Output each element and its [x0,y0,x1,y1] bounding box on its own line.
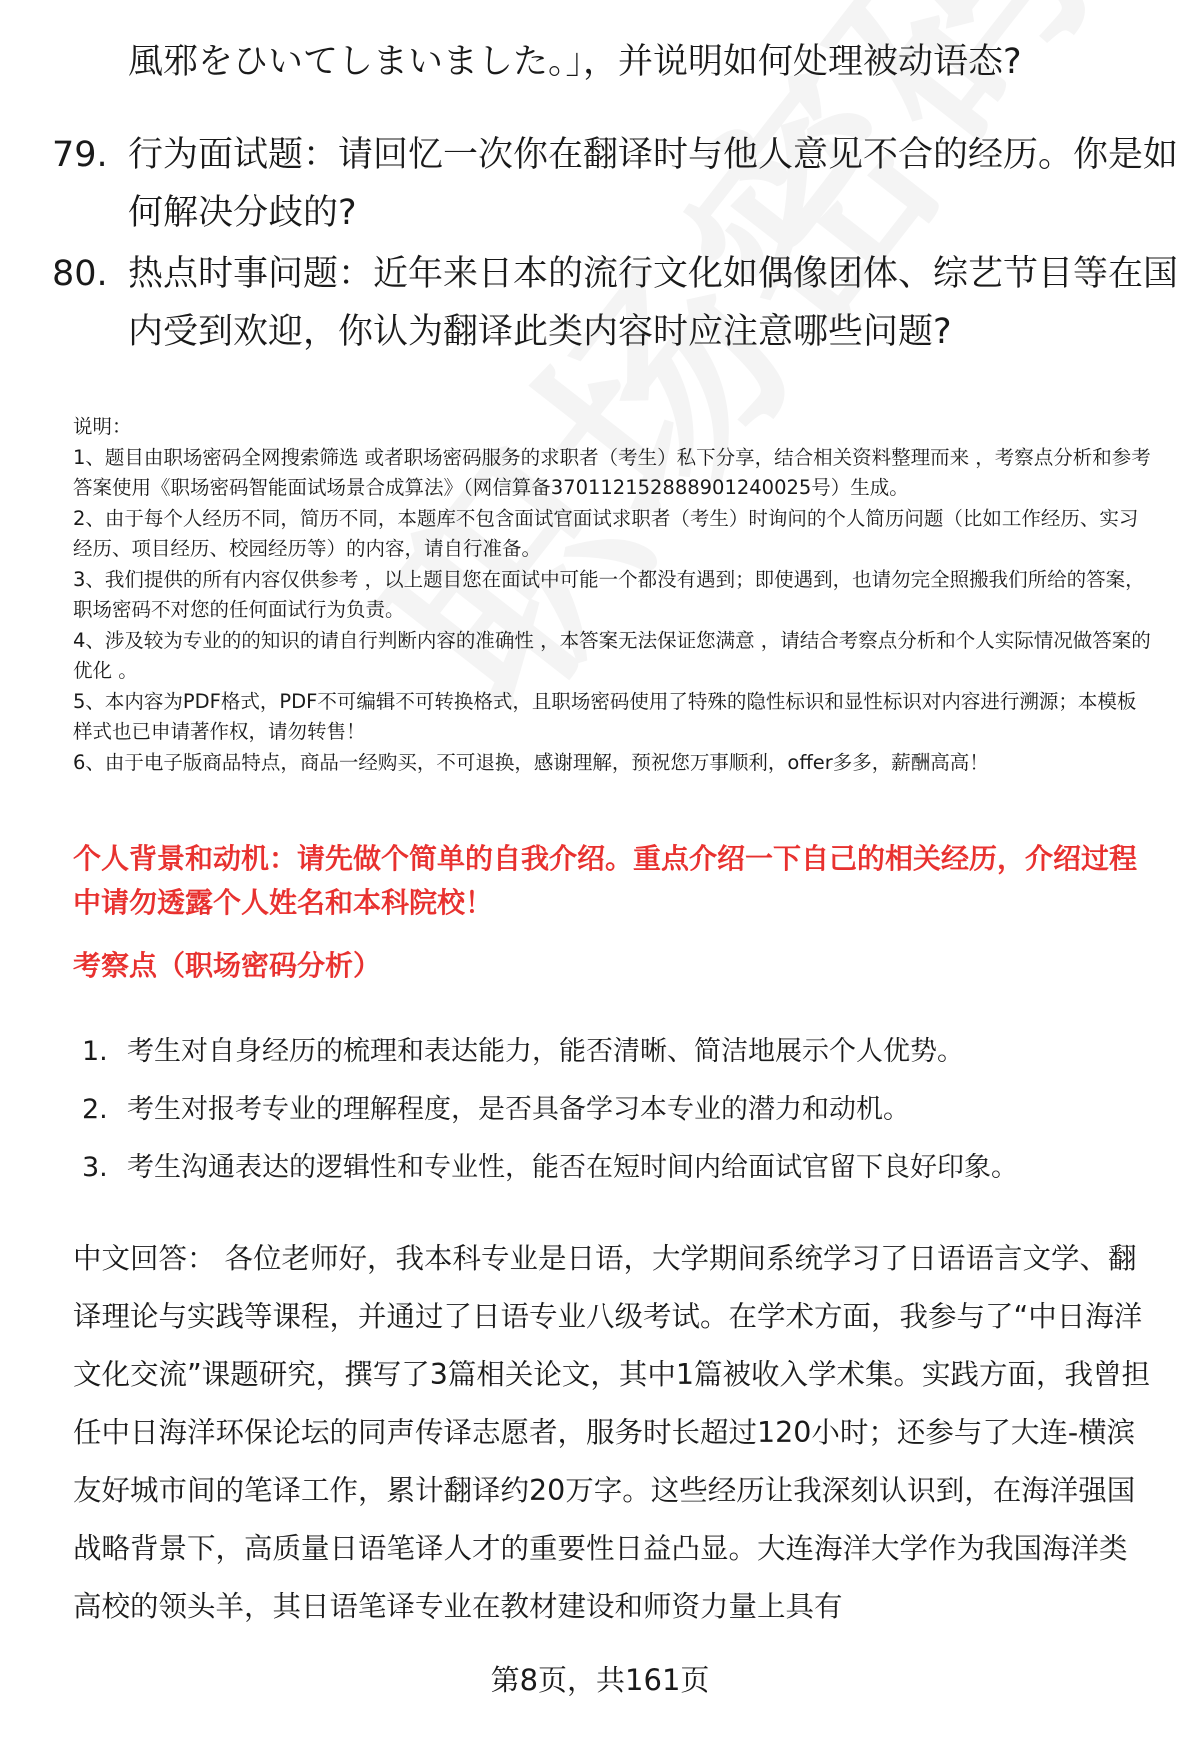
assessment-points [82,1023,1162,1197]
note-item: 3、我们提供的所有内容仅供参考 ，以上题目您在面试中可能一个都没有遇到；即使遇到，也请勿完全照搬我们所给的答案，职场密码不对您的任何面试行为负责。 [73,567,1145,621]
notes-title: 说明： [73,415,132,438]
list-item-number: 2. [82,1094,108,1125]
list-item-number: 1. [82,1036,108,1067]
list-item-number: 3. [82,1152,108,1183]
section-subheading: 考察点（职场密码分析） [73,949,382,982]
list-item [82,1023,1162,1081]
question-number: 80. [52,254,108,294]
question-item [52,245,1179,361]
section-heading: 个人背景和动机：请先做个简单的自我介绍。重点介绍一下自己的相关经历，介绍过程中请勿透露个人姓名和本科院校！ [73,842,1138,919]
list-item-text: 考生对报考专业的理解程度，是否具备学习本专业的潜力和动机。 [127,1094,910,1125]
list-item [82,1139,1162,1197]
question-text: 热点时事问题：近年来日本的流行文化如偶像团体、综艺节目等在国内受到欢迎，你认为翻译此类内容时应注意哪些问题? [128,254,1179,352]
note-item: 2、由于每个人经历不同，简历不同，本题库不包含面试官面试求职者（考生）时询问的个人简历问题（比如工作经历、实习经历、项目经历、校园经历等）的内容，请自行准备。 [73,506,1139,560]
list-item-text: 考生沟通表达的逻辑性和专业性，能否在短时间内给面试官留下良好印象。 [127,1152,1018,1183]
question-item [52,126,1179,242]
note-item: 5、本内容为PDF格式，PDF不可编辑不可转换格式，且职场密码使用了特殊的隐性标识和显性标识对内容进行溯源；本模板样式也已申请著作权，请勿转售！ [73,689,1137,743]
question-text: 行为面试题：请回忆一次你在翻译时与他人意见不合的经历。你是如何解决分歧的? [128,135,1179,233]
note-item: 6、由于电子版商品特点，商品一经购买，不可退换，感谢理解，预祝您万事顺利，offer多多，薪酬高高！ [73,750,989,774]
list-item [82,1081,1162,1139]
note-item: 4、涉及较为专业的的知识的请自行判断内容的准确性 ，本答案无法保证您满意 ，请结合考察点分析和个人实际情况做答案的优化 。 [73,628,1151,682]
page-number: 第8页，共161页 [490,1663,710,1697]
list-item-text: 考生对自身经历的梳理和表达能力，能否清晰、简洁地展示个人优势。 [127,1036,964,1067]
answer-paragraph: 中文回答： 各位老师好，我本科专业是日语，大学期间系统学习了日语语言文学、翻译理论与实践等课程，并通过了日语专业八级考试。在学术方面，我参与了“中日海洋文化交流”课题研究，撰写了3篇相关论文，其中1篇被收入学术集。实践方面，我曾担任中日海洋环保论坛的同声传译志愿者，服务时长超过120小时；还参与了大连-横滨友好城市间的笔译工作，累计翻译约20万字。这些经历让我深刻认识到，在海洋强国战略背景下，高质量日语笔译人才的重要性日益凸显。大连海洋大学作为我国海洋类高校的领头羊，其日语笔译专业在教材建设和师资力量上具有 [73,1242,1151,1623]
notes-section [73,412,1153,778]
question-continuation: 風邪をひいてしまいました。」，并说明如何处理被动语态? [128,42,1022,82]
question-number: 79. [52,135,108,175]
note-item: 1、题目由职场密码全网搜索筛选 或者职场密码服务的求职者（考生）私下分享，结合相关资料整理而来 ，考察点分析和参考答案使用《职场密码智能面试场景合成算法》（网信算备370112152888901240025号）生成。 [73,445,1151,499]
